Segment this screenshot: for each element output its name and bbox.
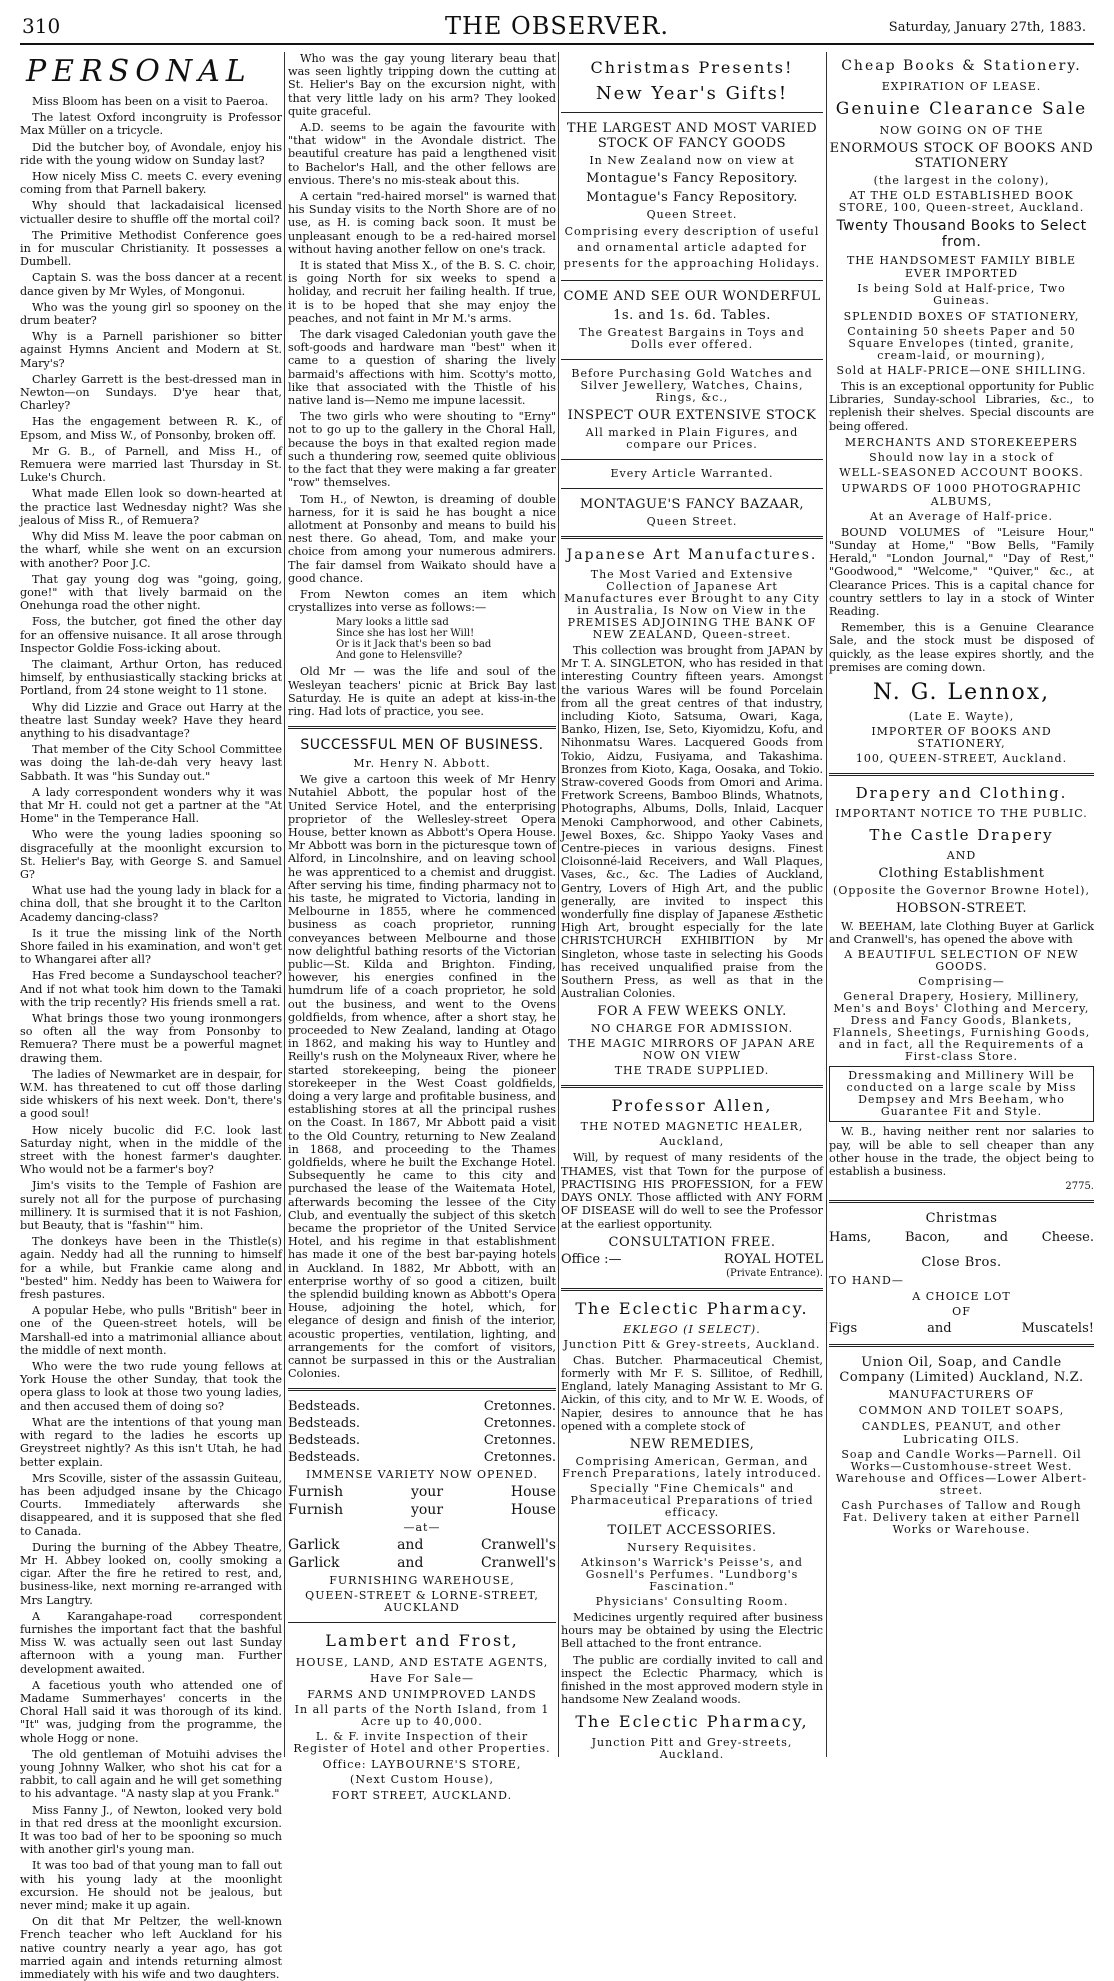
new-remedies: NEW REMEDIES, [629,1436,755,1452]
cretonnes-label: Cretonnes. [483,1416,556,1432]
furnish-word: Furnish [288,1502,344,1519]
newspaper-title: THE OBSERVER. [444,12,670,40]
bargains-line: The Greatest Bargains in Toys and Dolls ever offered. [579,326,805,351]
soaps: COMMON AND TOILET SOAPS, [858,1404,1065,1418]
column-divider [284,52,285,1757]
christmas-presents-title: Christmas Presents! [590,58,794,77]
clearance-sale-title: Genuine Clearance Sale [835,99,1088,119]
fine-chemicals: Specially "Fine Chemicals" and Pharmaceutical Preparations of tried efficacy. [570,1481,814,1519]
garlick-word: Garlick [288,1537,340,1554]
cheese-word: Cheese. [1041,1230,1094,1246]
merchants: MERCHANTS AND STOREKEEPERS [844,435,1079,449]
cretonnes-label: Cretonnes. [483,1399,556,1415]
column-divider [826,52,827,1757]
opposite: (Opposite the Governor Browne Hotel), [833,884,1090,898]
personal-item: Who was the gay young literary beau that was seen lightly tripping down the cutting at St. Helier's Bay on the excursion night, with that very little lady on his arm? They looked quite graceful. [288,52,556,118]
farms-heading: FARMS AND UNIMPROVED LANDS [307,1688,537,1702]
manufacturers: MANUFACTURERS OF [888,1388,1035,1402]
splendid-boxes: SPLENDID BOXES OF STATIONERY, [843,310,1080,323]
montague-repository: Montague's Fancy Repository. [586,171,798,186]
column-three [561,52,823,1762]
personal-item: The two girls who were shouting to "Erny" not to go up to the gallery in the Choral Hall, because the boys in that exalted region made such a thundering row, seemed quite oblivious to the fact that they were making a far greater "row" themselves. [288,410,556,490]
personal-item: Who was the young girl so spooney on the drum beater? [20,300,282,328]
personal-item: From Newton comes an item which crystallizes into verse as follows:— [288,587,556,615]
clothing-establishment: Clothing Establishment [878,866,1045,882]
personal-item: The old gentleman of Motuihi advises the young Johnny Walker, who shot his cat for a rabbit, to call again and he will get something to his advantage. "A nasty slap at you Frank." [20,1747,282,1801]
butcher-body: Chas. Butcher. Pharmaceutical Chemist, formerly with Mr F. S. Sillitoe, of Redhill, England, lately Managing Assistant to Mr G. Aickin, of this city, and to Mr W. E. Woods, of Napier, desires to announce that he has opened with a complete stock of [561,1353,823,1433]
personal-item: A certain "red-haired morsel" is warned that his Sunday visits to the North Shore are of no use, as H. is coming back soon. It must be unpleasant enough to be a red-haired morsel without having another fellow on one's track. [288,190,556,256]
personal-item: The ladies of Newmarket are in despair, for W.M. has threatened to cut off those darling side whiskers of his next week. Don't, there's a good soul! [20,1067,282,1121]
remember: Remember, this is a Genuine Clearance Sale, and the stock must be disposed of quickly, as the lease expires shortly, and the premises are coming down. [829,621,1094,674]
montague-bazaar: MONTAGUE'S FANCY BAZAAR, [579,497,805,512]
divider [561,359,823,360]
personal-item: Mr G. B., of Parnell, and Miss H., of Remuera were married last Thursday in St. Luke's Church. [20,444,282,485]
divider [561,536,823,539]
and-word: and [983,1230,1009,1246]
ad-bedsteads [288,1416,556,1431]
professor-allen-title: Professor Allen, [611,1096,773,1116]
verse-line: Since she has lost her Will! [336,628,475,640]
divider [561,459,823,460]
office-line3: FORT STREET, AUCKLAND. [331,1789,513,1803]
expiration-lease: EXPIRATION OF LEASE. [881,80,1042,93]
your-word: your [410,1502,444,1519]
personal-item: Foss, the butcher, got fined the other day for an offensive nuisance. It all arose through Inspector Goldie Foss-icking about. [20,615,282,655]
immense-variety: IMMENSE VARIETY NOW OPENED. [306,1468,538,1482]
personal-item: How nicely bucolic did F.C. look last Saturday night, when in the middle of the street with the honest farmer's daughter. Who would not be a farmer's boy? [20,1123,282,1177]
queen-street: Queen Street. [646,515,738,528]
office-row [561,1251,823,1267]
lambert-subtitle: HOUSE, LAND, AND ESTATE AGENTS, [295,1656,549,1670]
divider [288,1622,556,1623]
eclectic-title-footer: The Eclectic Pharmacy, [575,1712,809,1732]
choice-lot: A CHOICE LOT [912,1290,1011,1304]
divider [561,112,823,113]
general-drapery: General Drapery, Hosiery, Millinery, Men's and Boys' Clothing and Mercery, Dress and Fancy Goods, Blankets, Flannels, Sheetings, Furnishing Goods, and in fact, all the Requirements of a First-class Store. [832,990,1091,1064]
dressmaking-box: Dressmaking and Millinery Will be conducted on a large scale by Miss Dempsey and Mrs Beeham, who Guarantee Fit and Style. [829,1066,1094,1122]
ad-bedsteads [288,1450,556,1465]
at-label: —at— [403,1521,441,1535]
personal-item: What use had the young lady in black for a china doll, that she brought it to the Carlton Academy dancing-class? [20,884,282,924]
in-nz: In New Zealand now on view at [589,154,795,167]
garlick-line [288,1537,556,1553]
magnetic-healer: THE NOTED MAGNETIC HEALER, [580,1120,804,1134]
drapery-clothing: Drapery and Clothing. [855,784,1068,803]
divider [561,280,823,281]
ng-lennox: N. G. Lennox, [872,680,1051,706]
of-label: OF [952,1305,971,1319]
verse-line: Mary looks a little sad [336,617,449,629]
important-notice: IMPORTANT NOTICE TO THE PUBLIC. [835,807,1088,821]
family-bible: THE HANDSOMEST FAMILY BIBLE EVER IMPORTED [846,254,1077,280]
divider [288,1388,556,1391]
personal-item: It is stated that Miss X., of the B. S. C. choir, is going North for six weeks to spend a holiday, and recruit her failing health. If true, it is to be hoped that she may enjoy the peaches, and not faint in Mr M.'s arms. [288,259,556,325]
personal-item: That gay young dog was "going, going, gone!" with that lively barmaid on the Onehunga road the other night. [20,572,282,613]
lambert-frost-title: Lambert and Frost, [325,1631,519,1651]
article-title: SUCCESSFUL MEN OF BUSINESS. [300,737,544,754]
royal-hotel: ROYAL HOTEL [724,1251,823,1267]
personal-item: Who were the young ladies spooning so disgracefully at the moonlight excursion to St. Helier's Bay, with George S. and Samuel G? [20,828,282,881]
perfumes: Atkinson's Warrick's Peisse's, and Gosnell's Perfumes. "Lundborg's Fascination." [581,1555,803,1593]
personal-item: Why did Lizzie and Grace out Harry at the theatre last Sunday week? Have they heard anything to his disadvantage? [20,700,282,740]
beautiful-selection: A BEAUTIFUL SELECTION OF NEW GOODS. [844,948,1079,974]
personal-item: The claimant, Arthur Orton, has reduced himself, by enthusiastically stacking bricks at Portland, from 24 stone weight to 11 stone. [20,657,282,698]
no-charge: NO CHARGE FOR ADMISSION. [590,1022,794,1036]
comprising: Comprising— [918,975,1005,989]
divider [288,726,556,729]
and-word: and [927,1321,952,1337]
and-word: and [397,1555,424,1572]
toilet-accessories: TOILET ACCESSORIES. [607,1522,777,1538]
bedsteads-label: Bedsteads. [288,1433,361,1449]
hams-line [829,1230,1094,1245]
bedsteads-label: Bedsteads. [288,1450,361,1466]
private-entrance: (Private Entrance). [726,1267,823,1279]
account-books: WELL-SEASONED ACCOUNT BOOKS. [839,465,1084,479]
personal-item: A.D. seems to be again the favourite with "that widow" in the Avondale district. The beautiful creature has paid a lengthened visit to Bachelor's Hall, and the other fellows are envious. There's no mis-steak about this. [288,121,556,187]
ad-bedsteads [288,1433,556,1448]
and-label: AND [946,849,977,863]
personal-item: Jim's visits to the Temple of Fashion are surely not all for the purpose of purchasing millinery. It is surmised that it is not Fashion, but Beauty, that is "fashin'" him. [20,1179,282,1233]
few-weeks: FOR A FEW WEEKS ONLY. [597,1004,787,1020]
office-line2: (Next Custom House), [350,1773,494,1787]
personal-item: A popular Hebe, who pulls "British" beer in one of the Queen-street hotels, will be Marshall-ed into a matrimonial alliance about the middle of next month. [20,1304,282,1357]
office-label: Office :— [561,1251,622,1267]
before-purchasing: Before Purchasing Gold Watches and Silver Jewellery, Watches, Chains, Rings, &c., [571,367,813,404]
close-bros: Close Bros. [921,1255,1002,1271]
your-word: your [410,1484,444,1501]
montague-repository: Montague's Fancy Repository. [586,190,798,205]
personal-item: Mrs Scoville, sister of the assassin Guiteau, has been adjudged insane by the Chicago Courts. Immediately afterwards she disappeared, and it is supposed that she fled to Canada. [20,1471,282,1538]
importer: IMPORTER OF BOOKS AND STATIONERY, [871,725,1052,751]
personal-item: A facetious youth who attended one of Madame Summerhayes' concerts in the Choral Hall said it was thorough of its kind. "It" was, judging from the programme, the whole Hogg or none. [20,1678,282,1745]
article-subtitle: Mr. Henry N. Abbott. [353,757,491,771]
personal-item: What are the intentions of that young man with regard to the ladies he escorts up Greystreet nightly? As this isn't Utah, he had better explain. [20,1415,282,1469]
personal-item: On dit that Mr Peltzer, the well-known French teacher who left Auckland for his native country nearly a year ago, has got married again and intends returning almost immediately with his wife and two daughters. [20,1915,282,1981]
bound-volumes: BOUND VOLUMES of "Leisure Hour," "Sunday at Home," "Bow Bells, "Family Herald," "London Journal," "Day of Rest," "Goodwood," "Welcome," "Quiver," &c., at Clearance Prices. This is a capital chance for country settlers to lay in a stock of Winter Reading. [829,525,1094,619]
furnish-line [288,1502,556,1518]
personal-item: Has Fred become a Sundayschool teacher? And if not what took him down to the Tamaki with the trip recently? His friends smell a rat. [20,969,282,1009]
largest-colony: (the largest in the colony), [873,174,1050,187]
cash-purchases: Cash Purchases of Tallow and Rough Fat. Delivery taken at either Parnell Works or Warehouse. [841,1499,1082,1537]
masthead [0,0,1114,42]
inspect-stock: INSPECT OUR EXTENSIVE STOCK [567,408,817,423]
personal-item: The latest Oxford incongruity is Professor Max Müller on a tricycle. [20,111,282,138]
personal-item: Captain S. was the boss dancer at a recent dance given by Mr Wyles, of Mongonui. [20,271,282,298]
house-word: House [510,1484,556,1501]
divider [829,773,1094,776]
average: At an Average of Half-price. [869,509,1054,523]
japanese-body: This collection was brought from JAPAN by Mr T. A. SINGLETON, who has resided in that interesting Country fifteen years. Amongst the various Wares will be found Porcelain from all the great centres of that industry, including Kioto, Satsuma, Owari, Kaga, Banko, Hizen, Ise, Seto, Kiyomidzu, Kofu, and Nihonmatsu Wares. Lacquered Goods from Tokio, Aidzu, Fusiyama, and Takashima. Bronzes from Kioto, Kaga, Oosaka, and Tokio. Straw-covered Goods from Omori and Arima. Fretwork Screens, Bamboo Blinds, Whatnots, Photographs, Albums, Dolls, Inlaid, Lacquer Menoki Camphorwood, and other Cabinets, Jewel Boxes, &c. Shippo Yaoky Vases and Centre-pieces in various designs. Finest Cloisonné-laid Receivers, and Wall Plaques, Vases, &c., &c. The Ladies of Auckland, Gentry, Lovers of High Art, and the public generally, are invited to inspect this wonderfully fine display of Japanese Æsthetic High Art, brought especially for the late CHRISTCHURCH EXHIBITION by Mr Singleton, whose taste in selecting his Goods has received unqualified praise from the Southern Press, as well as that in the Australian Colonies. [561,644,823,1001]
personal-item: Why is a Parnell parishioner so bitter against Hymns Ancient and Modern at St. Mary's? [20,330,282,370]
eclectic-title: The Eclectic Pharmacy. [575,1298,809,1318]
comprising-text: Comprising every description of useful and ornamental article adapted for presents for the approaching Holidays. [563,225,821,270]
works: Soap and Candle Works—Parnell. Oil Works—Customhouse-street West. Warehouse and Offices—Lower Albert-street. [835,1448,1088,1498]
hobson-street: HOBSON-STREET. [895,901,1028,917]
furnish-line [288,1484,556,1500]
comprising-american: Comprising American, German, and French Preparations, lately introduced. [562,1454,822,1480]
verse-line: And gone to Helensville? [336,650,463,662]
junction: Junction Pitt & Grey-streets, Auckland. [563,1337,821,1351]
bedsteads-label: Bedsteads. [288,1416,361,1432]
personal-item: Did the butcher boy, of Avondale, enjoy his ride with the young widow on Sunday last? [20,140,282,167]
divider [829,1344,1094,1347]
japanese-art-title: Japanese Art Manufactures. [566,547,818,563]
consultation-free: CONSULTATION FREE. [608,1234,776,1250]
personal-item: The donkeys have been in the Thistle(s) again. Neddy had all the running to himself for a while, but Frankie came along and "bested" him. Neddy has been to Waiwera for fresh pastures. [20,1235,282,1302]
verse [336,617,556,661]
enormous-stock: ENORMOUS STOCK OF BOOKS AND STATIONERY [829,141,1094,171]
article-body: We give a cartoon this week of Mr Henry Nutahiel Abbott, the popular host of the United Service Hotel, and the enterprising proprietor of the Wellesley-street Opera House, better known as Abbott's Opera House. Mr Abbott was born in the picturesque town of Alford, in Lincolnshire, and on leaving school he was apprenticed to a chemist and druggist. After serving his time, finding pharmacy not to his taste, he migrated to Victoria, landing in Melbourne in 1855, where he commenced business as coach proprietor, running conveyances between Melbourne and those now delightful bathing resorts of the Victorian public—St. Kilda and Brighton. Finding, however, his energies confined in the humdrum life of a coach proprietor, he sold out the business, and went to the Ovens goldfields, from whence, after a short stay, he proceeded to New Zealand, landing at Otago in 1862, and making his way to Huntley and Reilly's rush on the Molyneaux River, where he started storekeeping, being the pioneer storekeeper in the West Coast goldfields, doing a very large and profitable business, and establishing stores at all the principal rushes on the Coast. In 1867, Mr Abbott paid a visit to the Old Country, returning to New Zealand in 1868, and proceeding to the Thames goldfields, where he built the Exchange Hotel. Subsequently he came to this city and purchased the lease of the Waitemata Hotel, afterwards becoming the lessee of the City Club, and eventually the subject of this sketch became the proprietor of the United Service Hotel, and his regime in that establishment has made it one of the best bar-paying hotels in Auckland. In 1882, Mr Abbott, with an enterprise worthy of so good a citizen, built the splendid building known as Abbott's Opera House, adjoining the hotel, which, for elegance of design and finish of the interior, acoustic properties, ventilation, lighting, and arrangements for the comfort of visitors, cannot be surpassed in this or the Australian Colonies. [288,773,556,1381]
auckland-label: Auckland, [659,1135,725,1149]
issue-date: Saturday, January 27th, 1883. [888,20,1086,35]
column-two [288,52,556,1803]
header-rule [20,43,1094,45]
personal-item: What brings those two young ironmongers so often all the way from Ponsonby to Remuera? There must be a powerful magnet drawing them. [20,1012,282,1065]
cranwell-word: Cranwell's [480,1537,556,1554]
consulting-room: Physicians' Consulting Room. [595,1594,789,1608]
professor-body: Will, by request of many residents of the THAMES, vist that Town for the purpose of PRACTISING HIS PROFESSION, for a FEW DAYS ONLY. Those afflicted with ANY FORM OF DISEASE will do well to see the Professor at the earliest opportunity. [561,1151,823,1231]
and-word: and [397,1537,424,1554]
bedsteads-label: Bedsteads. [288,1399,361,1415]
ad-number: 2775. [1065,1181,1094,1193]
personal-item: Miss Fanny J., of Newton, looked very bold in that red dress at the moonlight excursion. It was too bad of her to be spooning so much with another girl's young man. [20,1803,282,1857]
tables-line: 1s. and 1s. 6d. Tables. [613,308,771,323]
column-personal [20,52,282,1981]
eklego: EKLEGO (I SELECT). [623,1322,761,1336]
column-four [829,52,1094,1757]
japanese-subtitle: The Most Varied and Extensive Collection of Japanese Art Manufactures ever Brought to any City in Australia, Is Now on View in the PREMISES ADJOINING THE BANK OF NEW ZEALAND, Queen-street. [564,568,820,641]
personal-item: During the burning of the Abbey Theatre, Mr H. Abbey looked on, coolly smoking a cigar. After the fire he retired to rest, and, business-like, next morning re-arranged with Mrs Langtry. [20,1540,282,1607]
should-lay: Should now lay in a stock of [869,450,1054,464]
now-going: NOW GOING ON OF THE [879,124,1044,137]
figs-word: Figs [829,1321,858,1337]
candles: CANDLES, PEANUT, and other Lubricating OILS. [861,1420,1062,1447]
inspection-note: L. & F. invite Inspection of their Register of Hotel and other Properties. [293,1730,551,1756]
largest-stock: THE LARGEST AND MOST VARIED STOCK OF FANCY GOODS [566,121,818,151]
nursery: Nursery Requisites. [627,1540,757,1554]
old-book-store: AT THE OLD ESTABLISHED BOOK STORE, 100, Queen-street, Auckland. [838,189,1085,214]
containing: Containing 50 sheets Paper and 50 Square Envelopes (tinted, granite, cream-laid, or mourning), [847,325,1076,362]
personal-item: Miss Bloom has been on a visit to Paeroa. [32,95,269,108]
verse-line: Or is it Jack that's been so bad [336,639,492,651]
column-divider [558,52,559,1757]
come-and-see: COME AND SEE OUR WONDERFUL [563,289,821,304]
personal-item: A lady correspondent wonders why it was that Mr H. could not get a partner at the "At Home" in the Temperance Hall. [20,785,282,826]
personal-item: The Primitive Methodist Conference goes in for muscular Christianity. It possesses a Dumbell. [20,228,282,269]
divider [561,488,823,489]
furnishing-warehouse: FURNISHING WAREHOUSE, [329,1574,515,1588]
personal-logo: PERSONAL [26,54,252,89]
house-word: House [510,1502,556,1519]
new-year-gifts-title: New Year's Gifts! [595,83,789,104]
personal-item: Is it true the missing link of the North Shore failed in his examination, and won't get to Whangarei after all? [20,926,282,967]
divider [561,1288,823,1291]
personal-item: Who were the two rude young fellows at York House the other Sunday, that took the opera glass to look at those two young ladies, and then accused them of doing so? [20,1360,282,1413]
personal-item: Why should that lackadaisical licensed victualler desire to shuffle off the mortal coil? [20,199,282,226]
bacon-word: Bacon, [904,1230,950,1246]
divider [561,1085,823,1088]
photographic-albums: UPWARDS OF 1000 PHOTOGRAPHIC ALBUMS, [841,481,1082,508]
wb-note: W. B., having neither rent nor salaries to pay, will be able to sell cheaper than any other house in the trade, the object being to establish a business. [829,1125,1094,1179]
late-wayte: (Late E. Wayte), [908,710,1015,724]
personal-items-cont [288,52,556,614]
personal-item: Tom H., of Newton, is dreaming of double harness, for it is said he has bought a nice allotment at Ponsonby and means to build his nest there. Go ahead, Tom, and make your choice from among your numerous admirers. The fair damsel from Waikato should have a good chance. [288,492,556,585]
personal-item: Has the engagement between R. K., of Epsom, and Miss W., of Ponsonby, broken off. [20,415,282,442]
furnishing-address: QUEEN-STREET & LORNE-STREET, AUCKLAND [305,1589,539,1615]
sold-half-price: Sold at HALF-PRICE—ONE SHILLING. [836,364,1087,377]
cheap-books-title: Cheap Books & Stationery. [841,58,1082,74]
exceptional: This is an exceptional opportunity for Public Libraries, Sunday-school Libraries, &c., to replenish their shelves. Special discounts are being offered. [829,380,1094,433]
ad-bedsteads [288,1399,556,1414]
cretonnes-label: Cretonnes. [483,1433,556,1449]
personal-item: What made Ellen look so down-hearted at the practice last Wednesday night? Was she jealous of Miss R., of Remuera? [20,487,282,527]
to-hand: TO HAND— [829,1274,904,1288]
personal-items [20,95,282,1981]
personal-item: The dark visaged Caledonian youth gave the soft-goods and hardware man "best" when it came to a question of sharing the lively barmaid's affections with him. Scotty's motto, like that associated with the Thistle of his native land is—Nemo me impune lacessit. [288,328,556,408]
paragraph: Old Mr — was the life and soul of the Wesleyan teachers' picnic at Brick Bay last Saturday. He is quite an adept at kiss-in-the ring. Had lots of practice, you see. [288,665,556,718]
garlick-line [288,1555,556,1571]
trade-supplied: THE TRADE SUPPLIED. [614,1064,770,1078]
every-article: Every Article Warranted. [610,467,774,480]
junction-footer: Junction Pitt and Grey-streets, Auckland. [591,1736,793,1762]
medicines-note: Medicines urgently required after business hours may be obtained by using the Electric Bell attached to the front entrance. [561,1610,823,1651]
personal-item: Charley Garrett is the best-dressed man in Newton—on Sundays. D'ye hear that, Charley? [20,372,282,413]
lennox-address: 100, QUEEN-STREET, Auckland. [855,752,1068,766]
hams-word: Hams, [829,1230,872,1246]
public-note: The public are cordially invited to call and inspect the Eclectic Pharmacy, which is finished in the most approved modern style in handsome New Zealand woods. [561,1653,823,1707]
magic-mirrors: THE MAGIC MIRRORS OF JAPAN ARE NOW ON VIEW [568,1037,816,1063]
christmas-label: Christmas [925,1211,998,1227]
have-for-sale: Have For Sale— [370,1672,474,1686]
queen-street: Queen Street. [646,208,738,221]
personal-item: A Karangahape-road correspondent furnishes the important fact that the bashful Miss W. was actually seen out last Sunday afternoon with a young man. Further development awaited. [20,1609,282,1676]
office-line: Office: LAYBOURNE'S STORE, [322,1758,522,1772]
personal-item: That member of the City School Committee was doing the lah-de-dah very heavy last Sabbath. It was "his Sunday out." [20,743,282,783]
half-price: Is being Sold at Half-price, Two Guineas. [857,282,1066,307]
cranwell-word: Cranwell's [480,1555,556,1572]
garlick-word: Garlick [288,1555,340,1572]
beeham: W. BEEHAM, late Clothing Buyer at Garlick and Cranwell's, has opened the above with [829,920,1094,947]
union-oil-title: Union Oil, Soap, and Candle Company (Limited) Auckland, N.Z. [839,1355,1084,1386]
figs-line [829,1321,1094,1336]
personal-item: Why did Miss M. leave the poor cabman on the wharf, while she went on an excursion with another? Poor J.C. [20,530,282,570]
furnish-word: Furnish [288,1484,344,1501]
divider [829,1200,1094,1203]
cretonnes-label: Cretonnes. [483,1450,556,1466]
personal-item: How nicely Miss C. meets C. every evening coming from that Parnell bakery. [20,170,282,197]
page-number: 310 [22,14,61,38]
personal-item: It was too bad of that young man to fall out with his young lady at the moonlight excursion. He should not be jealous, but never mind; make it up again. [20,1859,282,1912]
farms-detail: In all parts of the North Island, from 1 Acre up to 40,000. [294,1703,550,1729]
plain-figures: All marked in Plain Figures, and compare our Prices. [585,426,799,451]
muscatels-word: Muscatels! [1021,1321,1094,1337]
castle-drapery: The Castle Drapery [869,826,1054,845]
twenty-thousand: Twenty Thousand Books to Select from. [836,218,1087,250]
